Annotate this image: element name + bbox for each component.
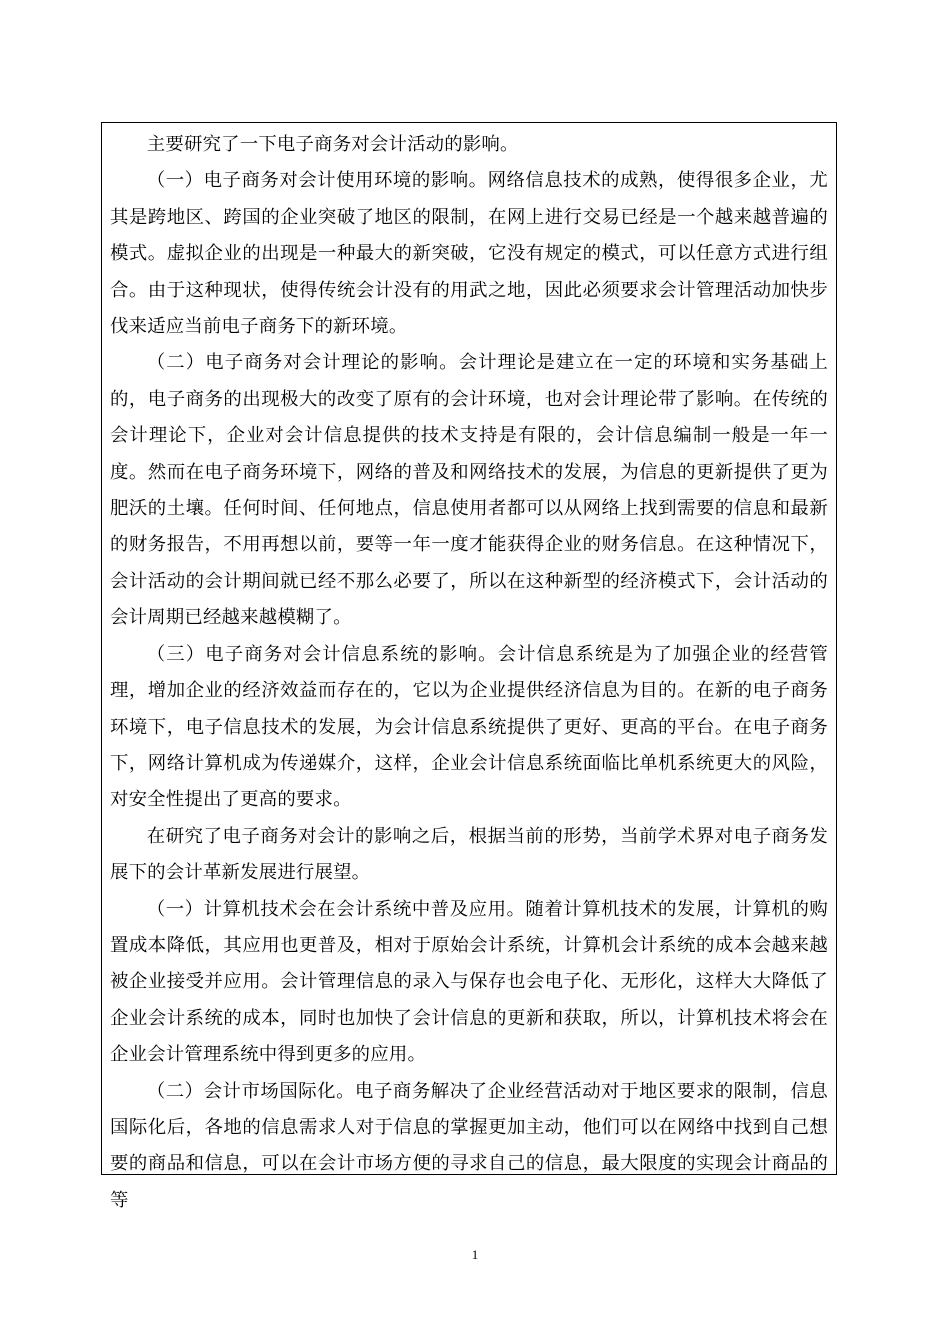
- paragraph-intro: 主要研究了一下电子商务对会计活动的影响。: [146, 134, 519, 155]
- paragraph-computer-technology: （一）计算机技术会在会计系统中普及应用。随着计算机技术的发展，计算机的购置成本降低，其应用也更普及，相对于原始会计系统，计算机会计系统的成本会越来越被企业接受并应用。会计管理信息的录入与保存也会电子化、无形化，这样大大降低了企业会计系统的成本，同时也加快了会计信息的更新和获取，所以，计算机技术将会在企业会计管理系统中得到更多的应用。: [110, 898, 828, 1066]
- paragraph-theory-impact: （二）电子商务对会计理论的影响。会计理论是建立在一定的环境和实务基础上的，电子商务的出现极大的改变了原有的会计环境，也对会计理论带了影响。在传统的会计理论下，企业对会计信息提供的技术支持是有限的，会计信息编制一般是一年一度。然而在电子商务环境下，网络的普及和网络技术的发展，为信息的更新提供了更为肥沃的土壤。任何时间、任何地点，信息使用者都可以从网络上找到需要的信息和最新的财务报告，不用再想以前，要等一年一度才能获得企业的财务信息。在这种情况下，会计活动的会计期间就已经不那么必要了，所以在这种新型的经济模式下，会计活动的会计周期已经越来越模糊了。: [110, 352, 828, 629]
- paragraph-environment-impact: （一）电子商务对会计使用环境的影响。网络信息技术的成熟，使得很多企业，尤其是跨地区、跨国的企业突破了地区的限制，在网上进行交易已经是一个越来越普遍的模式。虚拟企业的出现是一种最大的新突破，它没有规定的模式，可以任意方式进行组合。由于这种现状，使得传统会计没有的用武之地，因此必须要求会计管理活动加快步伐来适应当前电子商务下的新环境。: [110, 170, 828, 338]
- paragraph-information-system-impact: （三）电子商务对会计信息系统的影响。会计信息系统是为了加强企业的经营管理，增加企业的经济效益而存在的，它以为企业提供经济信息为目的。在新的电子商务环境下，电子信息技术的发展，为会计信息系统提供了更好、更高的平台。在电子商务下，网络计算机成为传递媒介，这样，企业会计信息系统面临比单机系统更大的风险，对安全性提出了更高的要求。: [110, 643, 828, 811]
- paragraph-market-internationalization: （二）会计市场国际化。电子商务解决了企业经营活动对于地区要求的限制，信息国际化后，各地的信息需求人对于信息的掌握更加主动，他们可以在网络中找到自己想要的商品和信息，可以在会计市场方便的寻求自己的信息，最大限度的实现会计商品的等: [110, 1080, 828, 1211]
- paragraph-outlook-intro: 在研究了电子商务对会计的影响之后，根据当前的形势，当前学术界对电子商务发展下的会计革新发展进行展望。: [110, 825, 828, 884]
- content-frame: [101, 122, 837, 1211]
- page-number: 1: [471, 1247, 479, 1262]
